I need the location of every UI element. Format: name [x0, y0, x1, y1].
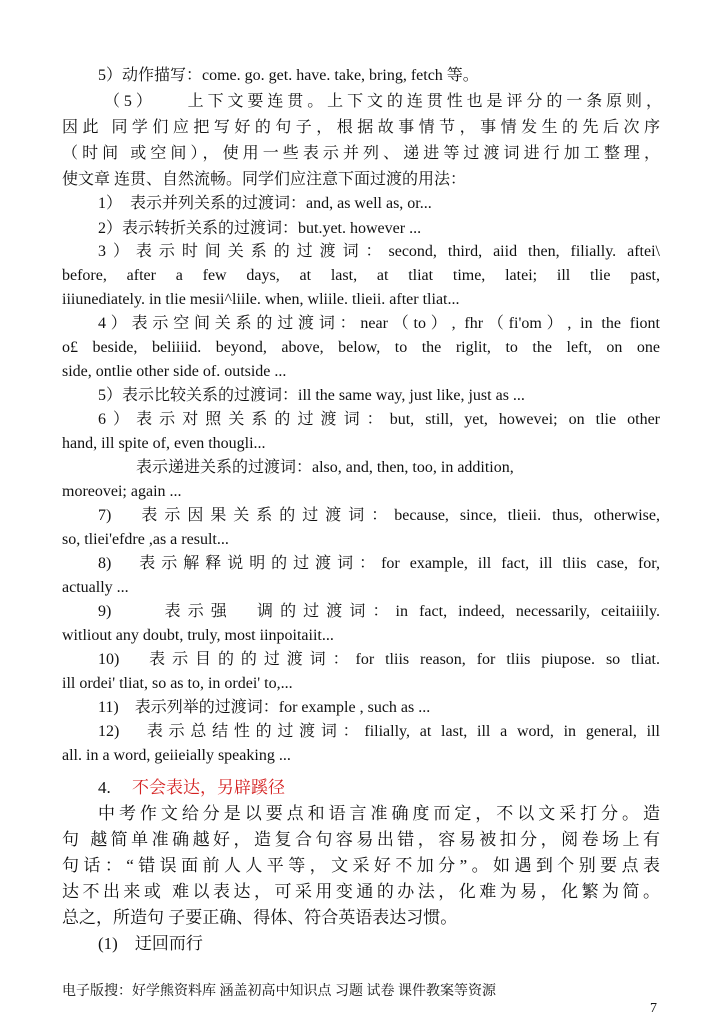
- text-line: 9) 表示强 调的过渡词：in fact, indeed, necessarily, ceitaiiily.: [98, 603, 660, 620]
- text-line: side, ontlie other side of. outside ...: [62, 363, 287, 380]
- text-line: before, after a few days, at last, at tliat time, latei; ill tlie past,: [62, 267, 660, 284]
- text-line: actually ...: [62, 579, 129, 596]
- text-line: 总之，所造句 子要正确、得体、符合英语表达习惯。: [62, 908, 458, 927]
- text-line: 3）表示时间关系的过渡词：second, third, aiid then, filially. aftei\: [98, 243, 660, 260]
- text-line: （5） 上下文要连贯。上下文的连贯性也是评分的一条原则，: [104, 93, 662, 110]
- text-line: 5）动作描写：come. go. get. have. take, bring, fetch 等。: [98, 67, 479, 84]
- text-line: 达不出来或 难以表达，可采用变通的办法，化难为易，化繁为简。: [62, 882, 660, 901]
- text-line: 7) 表示因果关系的过渡词：because, since, tlieii. thus, otherwise,: [98, 507, 660, 524]
- text-line: 1） 表示并列关系的过渡词：and, as well as, or...: [98, 195, 432, 212]
- text-line: （时间 或空间），使用一些表示并列、递进等过渡词进行加工整理，: [62, 145, 660, 162]
- text-line: 因此 同学们应把写好的句子，根据故事情节，事情发生的先后次序: [62, 119, 660, 136]
- text-line: 2）表示转折关系的过渡词：but.yet. however ...: [98, 220, 422, 237]
- section-number: 4.: [98, 778, 111, 797]
- text-line: 12) 表示总结性的过渡词：filially, at last, ill a word, in general, ill: [98, 723, 660, 740]
- text-line: ill ordei' tliat, so as to, in ordei' to,...: [62, 675, 293, 692]
- text-line: 8) 表示解释说明的过渡词：for example, ill fact, ill tliis case, for,: [98, 555, 660, 572]
- text-line: 4）表示空间关系的过渡词：near（to）, fhr（fi'om）, in the fiont: [98, 315, 660, 332]
- text-line: so, tliei'efdre ,as a result...: [62, 531, 229, 548]
- footer-text: 电子版搜：好学熊资料库 涵盖初高中知识点 习题 试卷 课件教案等资源: [62, 984, 496, 999]
- text-line: 5）表示比较关系的过渡词：ill the same way, just like, just as ...: [98, 387, 525, 404]
- text-line: hand, ill spite of, even thougli...: [62, 435, 266, 452]
- text-line: o£ beside, beliiiid. beyond, above, below, to the riglit, to the left, on one: [62, 339, 660, 356]
- text-line: 6）表示对照关系的过渡词：but, still, yet, howevei; on tlie other: [98, 411, 660, 428]
- text-line: 句 越简单准确越好，造复合句容易出错，容易被扣分，阅卷场上有: [62, 830, 660, 849]
- text-line: iiiunediately. in tlie mesii^liile. when, wliile. tlieii. after tliat...: [62, 291, 460, 308]
- section-heading: 不会表达，另辟蹊径: [132, 778, 285, 797]
- text-line: 10) 表示目的的过渡词：for tliis reason, for tliis piupose. so tliat.: [98, 651, 660, 668]
- text-line: 使文章 连贯、自然流畅。同学们应注意下面过渡的用法：: [62, 171, 467, 188]
- text-line: witliout any doubt, truly, most iinpoitaiit...: [62, 627, 334, 644]
- text-line: moreovei; again ...: [62, 483, 182, 500]
- text-line: (1) 迂回而行: [98, 934, 203, 953]
- text-line: all. in a word, geiieially speaking ...: [62, 747, 291, 764]
- text-line: 11) 表示列举的过渡词：for example , such as ...: [98, 699, 431, 716]
- text-line: 中考作文给分是以要点和语言准确度而定，不以文采打分。造: [98, 804, 660, 823]
- page-number: 7: [650, 1001, 657, 1016]
- text-line: 表示递进关系的过渡词：also, and, then, too, in addition,: [136, 459, 514, 476]
- text-line: 句话：“错误面前人人平等，文采好不加分”。如遇到个别要点表: [62, 856, 660, 875]
